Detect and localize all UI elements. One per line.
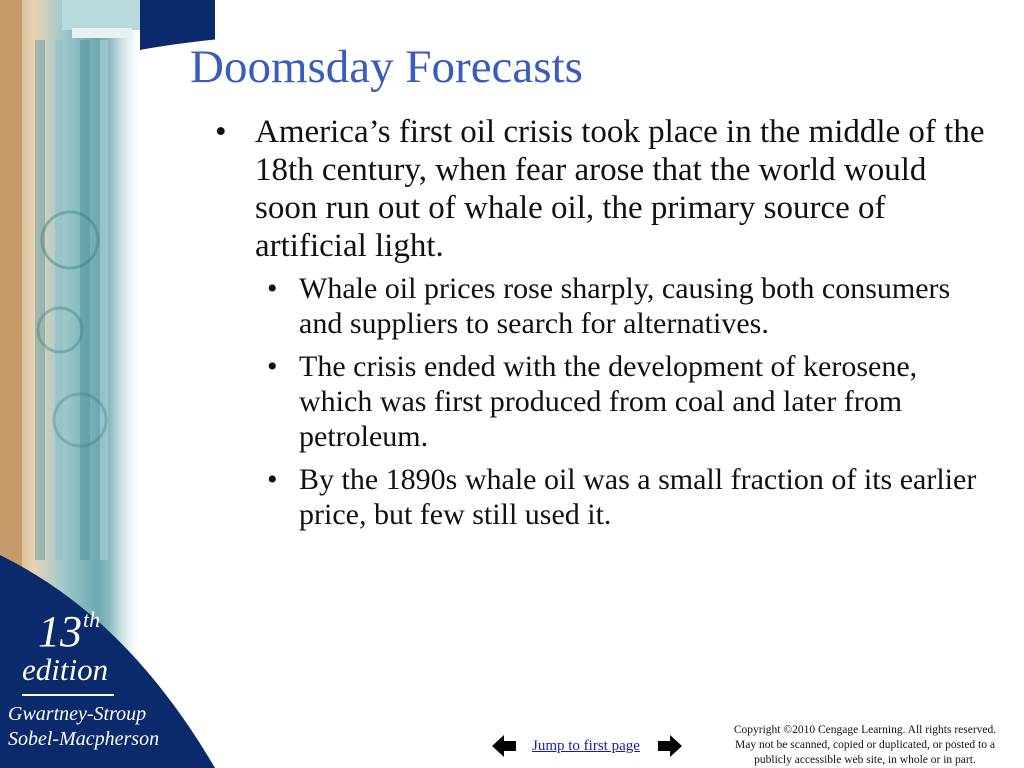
bullet-icon: •: [215, 114, 227, 150]
copyright-line: publicly accessible web site, in whole or in part.: [754, 754, 976, 766]
author-line-1: Gwartney-Stroup: [8, 703, 147, 725]
left-arrow-icon[interactable]: [490, 733, 518, 759]
sub-bullet: [267, 271, 985, 341]
slide-title: Doomsday Forecasts: [190, 41, 583, 93]
copyright-notice: [715, 723, 1015, 768]
sub-bullet-text: Whale oil prices rose sharply, causing both consumers and suppliers to search for alternatives.: [299, 272, 951, 340]
author-line-2: Sobel-Macpherson: [8, 728, 160, 750]
sub-bullet-text: By the 1890s whale oil was a small fraction of its earlier price, but few still used it.: [299, 463, 977, 531]
bullet-icon: •: [267, 463, 278, 496]
edition-divider: [22, 694, 114, 696]
main-bullet: [215, 113, 985, 265]
sub-bullet: [267, 349, 985, 454]
copyright-line: Copyright ©2010 Cengage Learning. All rights reserved.: [733, 724, 997, 736]
jump-to-first-page-link[interactable]: Jump to first page: [532, 737, 640, 754]
edition-suffix: th: [83, 607, 101, 632]
bullet-icon: •: [267, 350, 278, 383]
bullet-icon: •: [267, 272, 278, 305]
slide-body: [215, 113, 985, 540]
sub-bullet-text: The crisis ended with the development of kerosene, which was first produced from coal and later from petroleum.: [299, 350, 918, 453]
edition-label: edition: [22, 652, 109, 687]
copyright-line: May not be scanned, copied or duplicated, or posted to a: [735, 739, 995, 751]
sub-bullet: [267, 462, 985, 532]
edition-number: 13: [38, 607, 82, 656]
main-bullet-text: America’s first oil crisis took place in the middle of the 18th century, when fear arose that the world would soon run out of whale oil, the primary source of artificial light.: [255, 114, 985, 264]
right-arrow-icon[interactable]: [656, 733, 684, 759]
footer-nav: [490, 733, 684, 759]
